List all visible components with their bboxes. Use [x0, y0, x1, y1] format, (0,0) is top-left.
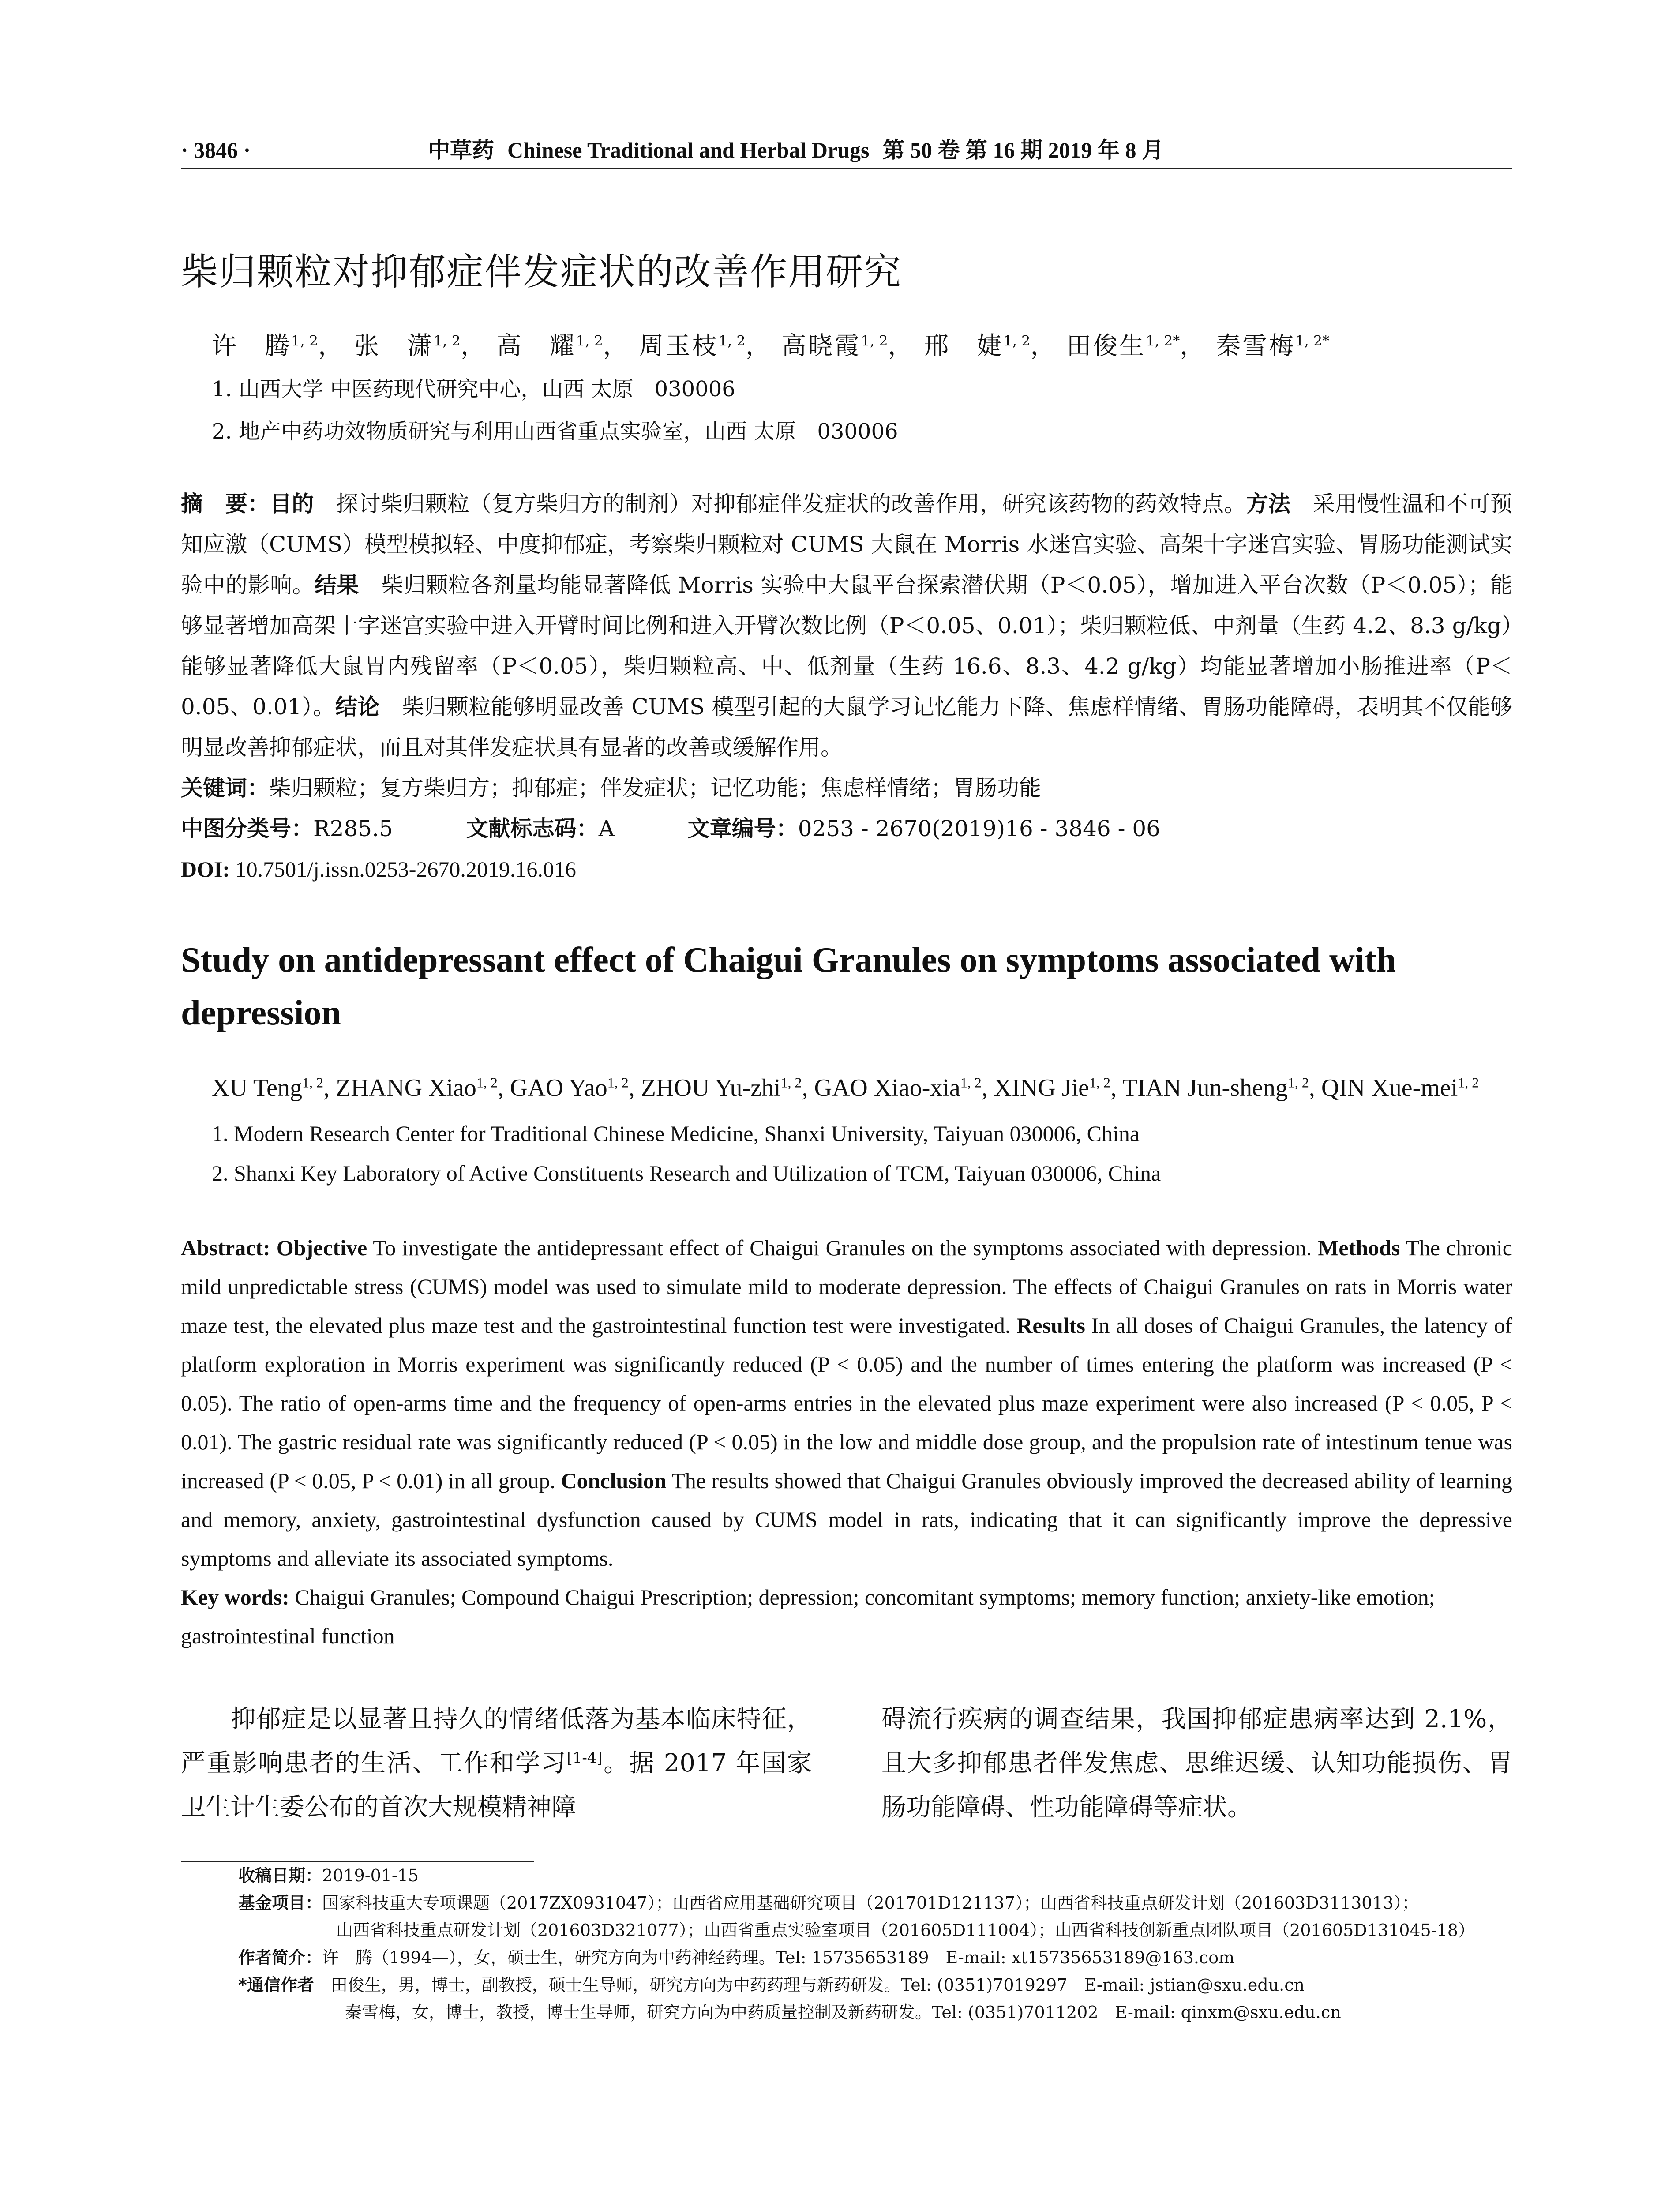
author-name: QIN Xue-mei — [1321, 1074, 1458, 1102]
author-bio-label: 作者简介： — [238, 1948, 322, 1967]
objective-label: Objective — [276, 1235, 368, 1260]
body-column-right — [881, 1697, 1512, 1830]
objective-text: To investigate the antidepressant effect of Chaigui Granules on the symptoms associated with depression. — [367, 1235, 1318, 1260]
author-name: 高 耀 — [496, 332, 576, 360]
funding-text: 国家科技重大专项课题（2017ZX0931047）；山西省应用基础研究项目（201701D121137）；山西省科技重点研发计划（201603D3113013）； — [322, 1893, 1419, 1913]
body-text: 抑郁症是以显著且持久的情绪低落为基本临床特征，严重影响患者的生活、工作和学习 — [181, 1705, 812, 1778]
author-affiliation-mark: 1, 2 — [1089, 1074, 1110, 1091]
affiliation-en: 2. Shanxi Key Laboratory of Active Constituents Research and Utilization of TCM, Taiyuan 030006, China — [212, 1161, 1161, 1186]
objective-label: 目的 — [270, 491, 314, 517]
methods-text: 采用慢性温和不可预知应激（CUMS）模型模拟轻、中度抑郁症，考察柴归颗粒对 CUMS 大鼠在 Morris 水迷宫实验、高架十字迷宫实验、胃肠功能测试实验中的影响。 — [181, 491, 1513, 598]
author-affiliation-mark: 1, 2 — [291, 332, 319, 349]
doi-value[interactable]: 10.7501/j.issn.0253-2670.2019.16.016 — [230, 857, 576, 882]
results-label: Results — [1016, 1313, 1085, 1338]
author-name: 邢 婕 — [924, 332, 1004, 360]
results-text: In all doses of Chaigui Granules, the latency of platform exploration in Morris experiment was significantly reduced (P < 0.05) and the number of times entering the platform was increased (P < 0.05). The ratio of open-arms time and the frequency of open-arms entries in the elevated plus maze experiment were also increased (P < 0.05, P < 0.01). The gastric residual rate was significantly reduced (P < 0.05) in the low and middle dose group, and the propulsion rate of intestinum tenue was increased (P < 0.05, P < 0.01) in all group. — [181, 1313, 1512, 1493]
received-value: 2019-01-15 — [322, 1866, 419, 1885]
abstract-label: Abstract: — [181, 1235, 277, 1260]
page-number: · 3846 · — [181, 138, 251, 162]
citation-ref[interactable]: [1-4] — [566, 1749, 603, 1767]
author-list-en: XU Teng$^{1, 2}$, ZHANG Xiao$^{1, 2}$, GAO Yao$^{1, 2}$, ZHOU Yu-zhi$^{1, 2}$, GAO Xiao-xia$^{1, 2}$, XING Jie$^{1, 2}$, TIAN Jun-sheng$^{1, 2}$, QIN Xue-mei$^{1, 2}$ — [212, 1074, 1479, 1102]
conclusion-text: 柴归颗粒能够明显改善 CUMS 模型引起的大鼠学习记忆能力下降、焦虑样情绪、胃肠功能障碍，表明其不仅能够明显改善抑郁症状，而且对其伴发症状具有显著的改善或缓解作用。 — [181, 694, 1513, 760]
corresponding-label: *通信作者 — [238, 1975, 314, 1995]
abstract-cn — [181, 484, 1512, 768]
received-date — [238, 1862, 1570, 1889]
author-affiliation-mark: 1, 2 — [302, 1074, 324, 1091]
author-name: XU Teng — [212, 1074, 303, 1102]
author-bio — [238, 1944, 1570, 1971]
author-affiliation-mark: 1, 2 — [780, 1074, 802, 1091]
author-name: 张 潇 — [354, 332, 434, 360]
body-column-left — [181, 1697, 812, 1830]
author-name: ZHOU Yu-zhi — [641, 1074, 781, 1102]
author-name: 秦雪梅 — [1216, 332, 1296, 360]
clc-value: R285.5 — [313, 816, 393, 841]
classification-line — [181, 808, 1512, 849]
doc-code-label: 文献标志码： — [466, 816, 599, 841]
affiliation-en: 1. Modern Research Center for Traditional Chinese Medicine, Shanxi University, Taiyuan 030006, China — [212, 1121, 1140, 1146]
conclusion-label: 结论 — [335, 694, 380, 720]
author-name: XING Jie — [994, 1074, 1089, 1102]
journal-name-en: Chinese Traditional and Herbal Drugs — [507, 138, 870, 162]
methods-label: Methods — [1318, 1235, 1400, 1260]
keywords-cn — [181, 768, 1512, 808]
author-list-cn: 许 腾$^{1, 2}$， 张 潇$^{1, 2}$， 高 耀$^{1, 2}$， 周玉枝$^{1, 2}$， 高晓霞$^{1, 2}$， 邢 婕$^{1, 2}$， 田俊生$^{1, 2*}$， 秦雪梅$^{1, 2*}$ — [212, 332, 1330, 360]
issue-info: 第 50 卷 第 16 期 2019 年 8 月 — [882, 138, 1164, 162]
author-affiliation-mark: 1, 2 — [607, 1074, 629, 1091]
funding-label: 基金项目： — [238, 1893, 322, 1913]
article-title-cn: 柴归颗粒对抑郁症伴发症状的改善作用研究 — [181, 250, 902, 293]
author-affiliation-mark: 1, 2 — [1458, 1074, 1479, 1091]
keywords-text: Chaigui Granules; Compound Chaigui Prescription; depression; concomitant symptoms; memory function; anxiety-like emotion; gastrointestinal function — [181, 1585, 1435, 1648]
author-affiliation-mark: 1, 2 — [576, 332, 603, 349]
author-name: TIAN Jun-sheng — [1122, 1074, 1288, 1102]
objective-text: 探讨柴归颗粒（复方柴归方的制剂）对抑郁症伴发症状的改善作用，研究该药物的药效特点。 — [314, 491, 1246, 517]
corresponding-author — [238, 1971, 1570, 1999]
author-affiliation-mark: 1, 2 — [1287, 1074, 1309, 1091]
author-affiliation-mark: 1, 2 — [718, 332, 746, 349]
methods-text: The chronic mild unpredictable stress (CUMS) model was used to simulate mild to moderate depression. The effects of Chaigui Granules on rats in Morris water maze test, the elevated plus maze test and the gastrointestinal function test were investigated. — [181, 1235, 1513, 1338]
results-text: 柴归颗粒各剂量均能显著降低 Morris 实验中大鼠平台探索潜伏期（P＜0.05），增加进入平台次数（P＜0.05）；能够显著增加高架十字迷宫实验中进入开臂时间比例和进入开臂次数比例（P＜0.05、0.01）；柴归颗粒低、中剂量（生药 4.2、8.3 g/kg）能够显著降低大鼠胃内残留率（P＜0.05），柴归颗粒高、中、低剂量（生药 16.6、8.3、4.2 g/kg）均能显著增加小肠推进率（P＜0.05、0.01）。 — [181, 572, 1513, 720]
received-label: 收稿日期： — [238, 1866, 322, 1885]
body-text: 碍流行疾病的调查结果，我国抑郁症患病率达到 2.1%，且大多抑郁患者伴发焦虑、思维迟缓、认知功能损伤、胃肠功能障碍、性功能障碍等症状。 — [881, 1705, 1512, 1822]
author-name: 周玉枝 — [639, 332, 719, 360]
author-affiliation-mark: 1, 2* — [1146, 332, 1180, 349]
author-name: 高晓霞 — [781, 332, 861, 360]
conclusion-label: Conclusion — [561, 1468, 667, 1493]
author-affiliation-mark: 1, 2 — [1003, 332, 1031, 349]
keywords-text: 柴归颗粒；复方柴归方；抑郁症；伴发症状；记忆功能；焦虑样情绪；胃肠功能 — [269, 775, 1041, 801]
affiliation-cn: 2. 地产中药功效物质研究与利用山西省重点实验室，山西 太原 030006 — [212, 419, 898, 444]
author-affiliation-mark: 1, 2 — [476, 1074, 498, 1091]
article-number-value: 0253 - 2670(2019)16 - 3846 - 06 — [798, 816, 1161, 841]
clc-label: 中图分类号： — [181, 816, 313, 841]
doi-line — [181, 849, 1512, 889]
footnotes — [181, 1862, 1512, 2026]
abstract-label: 摘 要： — [181, 491, 270, 517]
running-header — [181, 132, 1512, 169]
keywords-en — [181, 1578, 1512, 1655]
keywords-label: 关键词： — [181, 775, 269, 801]
author-name: ZHANG Xiao — [336, 1074, 476, 1102]
funding — [238, 1889, 1570, 1917]
corresponding-continued: 秦雪梅，女，博士，教授，博士生导师，研究方向为中药质量控制及新药研发。Tel: (0351)7011202 E-mail: qinxm@sxu.edu.cn — [345, 2003, 1341, 2022]
author-name: GAO Yao — [510, 1074, 608, 1102]
funding-continued: 山西省科技重点研发计划（201603D321077）；山西省重点实验室项目（201605D111004）；山西省科技创新重点团队项目（201605D131045-18） — [336, 1921, 1475, 1940]
article-page — [181, 132, 1512, 2026]
results-label: 结果 — [314, 572, 359, 598]
article-title-en: Study on antidepressant effect of Chaigui Granules on symptoms associated with depression — [181, 941, 1396, 1032]
methods-label: 方法 — [1246, 491, 1291, 517]
conclusion-text: The results showed that Chaigui Granules obviously improved the decreased ability of learning and memory, anxiety, gastrointestinal dysfunction caused by CUMS model in rats, indicating that it can significantly improve the depressive symptoms and alleviate its associated symptoms. — [181, 1468, 1512, 1571]
keywords-label: Key words: — [181, 1585, 289, 1609]
author-affiliation-mark: 1, 2 — [861, 332, 888, 349]
abstract-en — [181, 1228, 1512, 1578]
author-name: 许 腾 — [212, 332, 291, 360]
author-affiliation-mark: 1, 2 — [960, 1074, 982, 1091]
author-name: GAO Xiao-xia — [814, 1074, 960, 1102]
author-affiliation-mark: 1, 2* — [1295, 332, 1330, 349]
body-columns — [181, 1697, 1512, 1830]
doc-code-value: A — [598, 816, 615, 841]
corresponding-text: 田俊生，男，博士，副教授，硕士生导师，研究方向为中药药理与新药研发。Tel: (0351)7019297 E-mail: jstian@sxu.edu.cn — [314, 1975, 1305, 1995]
doi-label: DOI: — [181, 857, 230, 882]
article-number-label: 文章编号： — [687, 816, 798, 841]
author-affiliation-mark: 1, 2 — [433, 332, 461, 349]
body-text: 。据 2017 年国家卫生计生委公布的首次大规模精神障 — [181, 1749, 812, 1822]
journal-name-cn: 中草药 — [428, 138, 494, 162]
author-name: 田俊生 — [1066, 332, 1146, 360]
author-bio-text: 许 腾（1994—），女，硕士生，研究方向为中药神经药理。Tel: 15735653189 E-mail: xt15735653189@163.com — [322, 1948, 1235, 1967]
affiliation-cn: 1. 山西大学 中医药现代研究中心，山西 太原 030006 — [212, 377, 735, 401]
